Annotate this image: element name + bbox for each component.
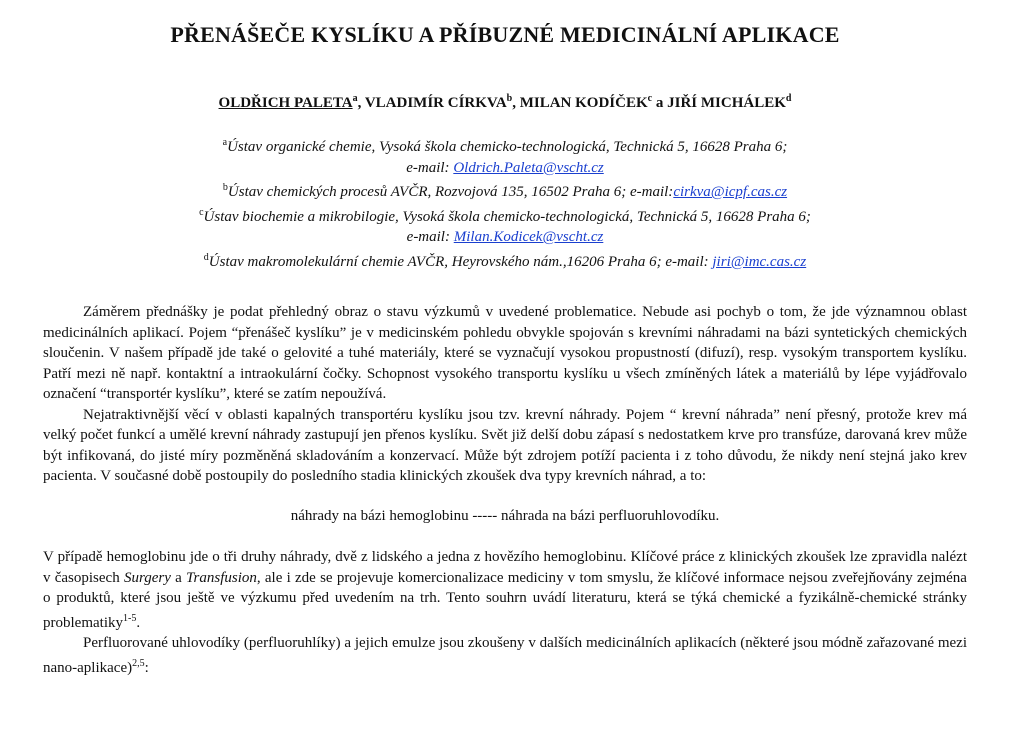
affiliation-b-text: Ústav chemických procesů AVČR, Rozvojová 135, 16502 Praha 6; e-mail: <box>227 184 674 200</box>
centered-line: náhrady na bázi hemoglobinu ----- náhrada na bázi perfluoruhlovodíku. <box>290 507 720 524</box>
affiliation-b <box>0 178 1010 203</box>
paragraph-perfluorocarbons-text: Perfluorované uhlovodíky (perfluoruhlíky) a jejich emulze jsou zkoušeny v dalších medicinálních aplikacích (některé jsou módně zařazované mezi nano-aplikace) <box>43 635 967 676</box>
author-list <box>0 93 1010 112</box>
document-title: PŘENÁŠEČE KYSLÍKU A PŘÍBUZNÉ MEDICINÁLNÍ APLIKACE <box>170 22 840 47</box>
citation-ref: 2,5 <box>132 657 145 669</box>
journal-surgery: Surgery <box>123 569 171 586</box>
affiliation-d <box>0 248 1010 273</box>
paragraph-hemoglobin-end: . <box>136 614 141 631</box>
author-separator: , <box>357 95 365 111</box>
email-label: e-mail: <box>406 229 454 245</box>
author-cirkva-sup: b <box>506 93 513 104</box>
paragraph-perfluorocarbons <box>43 633 967 678</box>
affiliation-c-sup: c <box>199 206 204 218</box>
citation-ref: 1-5 <box>122 612 137 624</box>
author-separator: , <box>512 95 520 111</box>
email-link-cirkva[interactable]: cirkva@icpf.cas.cz <box>673 184 788 200</box>
affiliation-c-email-line <box>0 227 1010 248</box>
author-kodicek: MILAN KODÍČEK <box>519 95 648 111</box>
author-cirkva: VLADIMÍR CÍRKVA <box>364 95 507 111</box>
affiliation-d-sup: d <box>203 251 209 263</box>
affiliation-a-sup: a <box>222 137 228 148</box>
affiliation-block <box>0 133 1010 272</box>
email-label: e-mail: <box>406 159 454 176</box>
author-michalek-sup: d <box>785 93 792 104</box>
author-michalek: JIŘÍ MICHÁLEK <box>667 95 786 111</box>
email-link-paleta[interactable]: Oldrich.Paleta@vscht.cz <box>453 159 604 176</box>
affiliation-d-text: Ústav makromolekulární chemie AVČR, Heyrovského nám.,16206 Praha 6; e-mail: <box>208 253 713 270</box>
paragraph-hemoglobin-text: V případě hemoglobinu jde o tři druhy náhrady, dvě z lidského a jedna z hovězího hemoglobinu. Klíčové práce z klinických zkoušek lze zpravidla nalézt v časopisech <box>43 549 967 586</box>
paragraph-blood-substitutes: Nejatraktivnější věcí v oblasti kapalných transportéru kyslíku jsou tzv. krevní náhrady. Pojem “ krevní náhrada” není přesný, protože krev má velký počet funkcí a umělé krevní náhrady zastupují jen přenos kyslíku. Svět již delší dobu zápasí s nedostatkem krve pro transfúze, darovaná krev může být infikovaná, do jisté míry pozměněná skladováním a konzervací. Může být zdrojem potíží pacienta i z toho důvodu, že nikdy není stejná jako krev pacienta. V současné době postoupily do posledního stadia klinických zkoušek dva typy krevních náhrad, a to: <box>43 406 967 484</box>
affiliation-b-sup: b <box>222 182 228 193</box>
affiliation-a <box>0 133 1010 158</box>
paragraph-hemoglobin-text: a <box>170 569 187 586</box>
author-paleta-sup: a <box>352 93 358 104</box>
email-link-kodicek[interactable]: Milan.Kodicek@vscht.cz <box>453 229 604 245</box>
journal-transfusion: Transfusion <box>186 569 257 586</box>
author-paleta: OLDŘICH PALETA <box>218 95 353 111</box>
body-text <box>43 302 967 678</box>
affiliation-c <box>0 203 1010 228</box>
affiliation-a-email-line <box>0 158 1010 179</box>
email-link-michalek[interactable]: jiri@imc.cas.cz <box>712 253 807 270</box>
affiliation-a-text: Ústav organické chemie, Vysoká škola chemicko-technologická, Technická 5, 16628 Praha 6; <box>227 139 788 155</box>
paragraph-intro: Záměrem přednášky je podat přehledný obraz o stavu výzkumů v uvedené problematice. Nebude asi pochyb o tom, že jde významnou oblast medicinálních aplikací. Pojem “přenášeč kyslíku” je v medicinském pohledu obvykle spojován s krevními náhradami na bázi syntetických chemických sloučenin. V našem případě jde také o gelovité a tuhé materiály, které se vyznačují vysokou propustností (difuzí), resp. vysokým transportem kyslíku. Patří mezi ně např. kontaktní a intraokulární čočky. Schopnost vysokého transportu kyslíku u všech zmíněných látek a materiálů by lépe vyjádřovalo označení “transportér kyslíku”, které se zatím nepoužívá. <box>43 304 967 402</box>
affiliation-c-text: Ústav biochemie a mikrobilogie, Vysoká škola chemicko-technologická, Technická 5, 16628 Praha 6; <box>203 208 811 225</box>
author-kodicek-sup: c <box>647 93 653 104</box>
paragraph-perfluorocarbons-end: : <box>144 659 149 676</box>
author-separator: a <box>652 95 668 111</box>
paragraph-hemoglobin-text: , ale i zde se projevuje komercionalizace mediciny v tom smyslu, že klíčové informace nejsou zveřejňovány zejména o produktů, které jsou ještě ve výzkumu před uvedením na trh. Tento souhrn uvádí literaturu, která se týká chemické a fyzikálně-chemické stránky problematiky <box>43 569 967 631</box>
paragraph-hemoglobin <box>43 547 967 633</box>
